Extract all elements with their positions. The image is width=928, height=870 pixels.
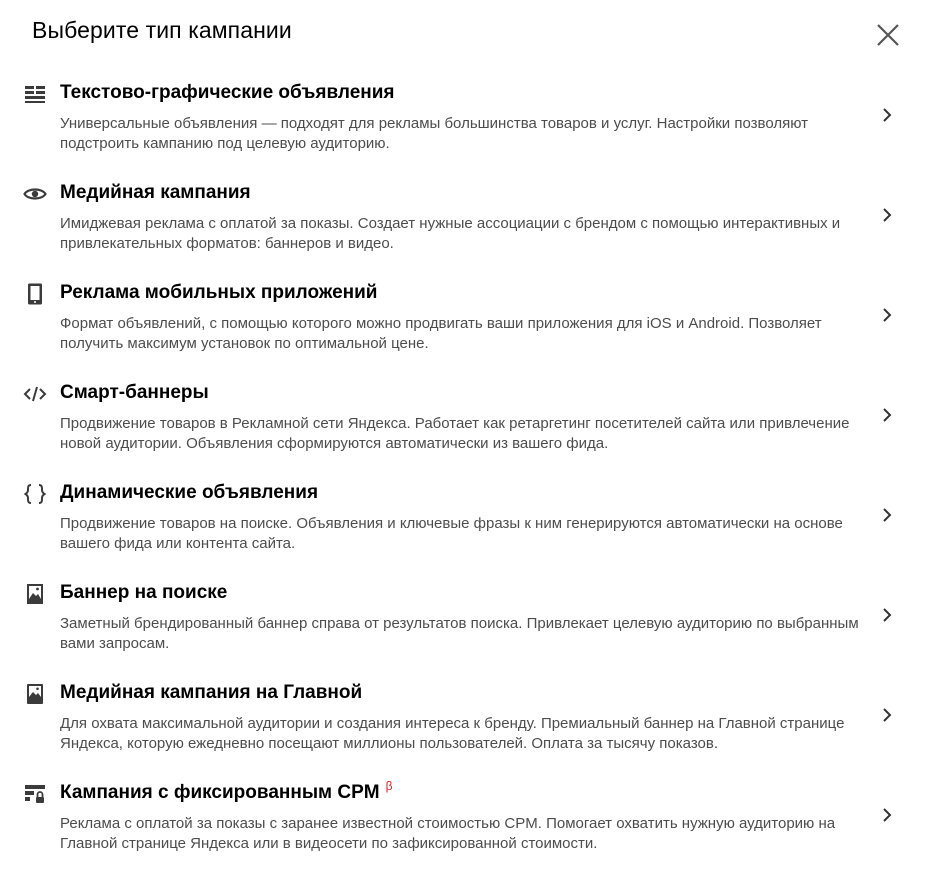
beta-badge: β xyxy=(385,779,393,793)
campaign-option-fixed-cpm[interactable] xyxy=(0,770,928,870)
campaign-option-text-graphic[interactable] xyxy=(0,70,928,170)
eye-icon xyxy=(23,182,47,206)
campaign-type-list xyxy=(0,70,928,870)
campaign-description: Формат объявлений, с помощью которого можно продвигать ваши приложения для iOS и Android. Позволяет получить максимум установок по оптимальной цене. xyxy=(60,315,822,352)
chevron-right-icon xyxy=(880,304,894,326)
campaign-description: Продвижение товаров на поиске. Объявления и ключевые фразы к ним генерируются автоматически на основе вашего фида или контента сайта. xyxy=(60,515,843,552)
campaign-option-search-banner[interactable] xyxy=(0,570,928,670)
campaign-name: Динамические объявления xyxy=(60,482,319,503)
campaign-option-media[interactable] xyxy=(0,170,928,270)
campaign-name: Смарт-баннеры xyxy=(60,382,209,403)
chevron-right-icon xyxy=(880,804,894,826)
chevron-right-icon xyxy=(880,204,894,226)
close-icon[interactable] xyxy=(874,21,902,49)
page-title: Выберите тип кампании xyxy=(32,17,292,43)
image-icon xyxy=(23,582,47,606)
campaign-name: Медийная кампания xyxy=(60,182,251,203)
campaign-option-smart-banners[interactable] xyxy=(0,370,928,470)
image-framed-icon xyxy=(23,682,47,706)
chevron-right-icon xyxy=(880,504,894,526)
braces-icon xyxy=(23,482,47,506)
campaign-name xyxy=(60,779,393,804)
campaign-option-mobile-apps[interactable] xyxy=(0,270,928,370)
campaign-description: Реклама с оплатой за показы с заранее известной стоимостью CPM. Помогает охватить нужную аудиторию на Главной странице Яндекса или в видеосети по зафиксированной стоимости. xyxy=(60,815,836,852)
mobile-icon xyxy=(23,282,47,306)
chevron-right-icon xyxy=(880,104,894,126)
campaign-description: Для охвата максимальной аудитории и создания интереса к бренду. Премиальный баннер на Главной странице Яндекса, которую ежедневно посещают миллионы пользователей. Оплата за тысячу показов. xyxy=(60,715,845,752)
campaign-option-dynamic-ads[interactable] xyxy=(0,470,928,570)
campaign-description: Универсальные объявления — подходят для рекламы большинства товаров и услуг. Настройки позволяют подстроить кампанию под целевую аудиторию. xyxy=(60,115,809,152)
campaign-description: Имиджевая реклама с оплатой за показы. Создает нужные ассоциации с брендом с помощью интерактивных и привлекательных форматов: баннеров и видео. xyxy=(60,215,841,252)
campaign-name: Текстово-графические объявления xyxy=(60,82,395,103)
chevron-right-icon xyxy=(880,404,894,426)
campaign-option-media-main[interactable] xyxy=(0,670,928,770)
chevron-right-icon xyxy=(880,704,894,726)
campaign-name: Медийная кампания на Главной xyxy=(60,682,363,703)
text-graphic-icon xyxy=(23,82,47,106)
campaign-name-text: Кампания с фиксированным CPM xyxy=(60,782,380,803)
modal-header xyxy=(0,0,928,70)
chevron-right-icon xyxy=(880,604,894,626)
code-icon xyxy=(23,382,47,406)
fixed-cpm-icon xyxy=(23,782,47,806)
campaign-name: Баннер на поиске xyxy=(60,582,228,603)
campaign-description: Продвижение товаров в Рекламной сети Яндекса. Работает как ретаргетинг посетителей сайта или привлечение новой аудитории. Объявления сформируются автоматически из вашего фида. xyxy=(60,415,850,452)
campaign-description: Заметный брендированный баннер справа от результатов поиска. Привлекает целевую аудиторию по выбранным вами запросам. xyxy=(60,615,859,652)
campaign-name: Реклама мобильных приложений xyxy=(60,282,378,303)
